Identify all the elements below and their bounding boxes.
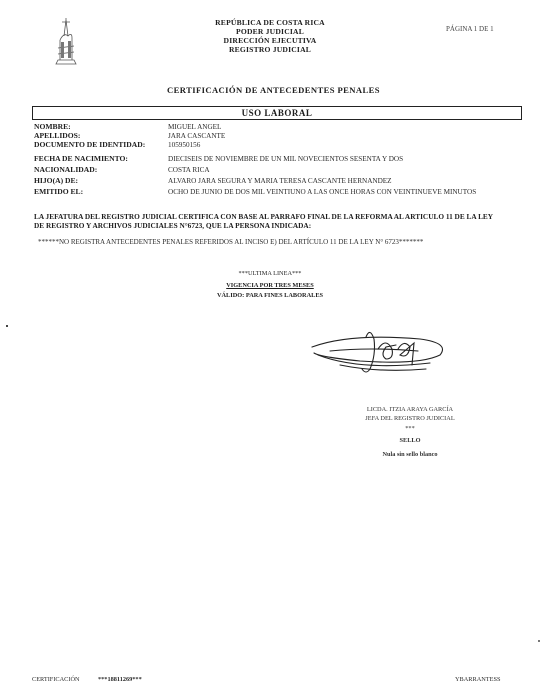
certification-statement: LA JEFATURA DEL REGISTRO JUDICIAL CERTIFICA CON BASE AL PARRAFO FINAL DE LA REFORMA AL ARTICULO 11 DE LA LEY DE REGISTRO Y ARCHIVOS JUDICIALES N°6723, QUE LA PERSONA INDICADA: xyxy=(34,212,493,230)
field-label-surnames: APELLIDOS: xyxy=(34,131,81,140)
signer-name: LICDA. ITZIA ARAYA GARCÍA xyxy=(366,406,454,413)
footer-user: YBARRANTESS xyxy=(455,676,501,683)
field-label-name: NOMBRE: xyxy=(34,122,71,131)
document-title: CERTIFICACIÓN DE ANTECEDENTES PENALES xyxy=(167,85,380,95)
field-label-id: DOCUMENTO DE IDENTIDAD: xyxy=(34,140,146,149)
field-value-nationality: COSTA RICA xyxy=(168,166,210,174)
last-line-marker: ***ULTIMA LINEA*** xyxy=(238,270,302,277)
valid-purpose: VÁLIDO: PARA FINES LABORALES xyxy=(216,292,324,299)
handwritten-signature xyxy=(300,325,460,385)
scan-speck xyxy=(538,640,540,642)
page-number: PÁGINA 1 DE 1 xyxy=(446,25,494,33)
header-country: REPÚBLICA DE COSTA RICA xyxy=(215,18,325,27)
signer-role: JEFA DEL REGISTRO JUDICIAL xyxy=(365,415,455,422)
header-registry: REGISTRO JUDICIAL xyxy=(228,45,312,54)
field-label-parents: HIJO(A) DE: xyxy=(34,176,79,185)
field-label-birthdate: FECHA DE NACIMIENTO: xyxy=(34,154,128,163)
field-value-surnames: JARA CASCANTE xyxy=(168,132,226,140)
validity-period: VIGENCIA POR TRES MESES xyxy=(226,282,314,289)
field-value-parents: ALVARO JARA SEGURA Y MARIA TERESA CASCANTE HERNANDEZ xyxy=(168,177,392,185)
field-value-birthdate: DIECISEIS DE NOVIEMBRE DE UN MIL NOVECIENTOS SESENTA Y DOS xyxy=(168,155,404,163)
signer-marks: *** xyxy=(405,425,415,432)
field-label-nationality: NACIONALIDAD: xyxy=(34,165,98,174)
judicial-emblem-logo xyxy=(48,14,84,68)
purpose-box: USO LABORAL xyxy=(32,106,522,120)
footer-certification-label: CERTIFICACIÓN xyxy=(32,676,80,683)
scan-speck xyxy=(6,325,8,327)
field-value-id: 105950156 xyxy=(168,141,201,149)
record-status: ******NO REGISTRA ANTECEDENTES PENALES REFERIDOS AL INCISO E) DEL ARTÍCULO 11 DE LA LEY N° 6723******* xyxy=(38,238,424,246)
header-branch: PODER JUDICIAL xyxy=(236,27,304,36)
field-label-issued: EMITIDO EL: xyxy=(34,187,84,196)
seal-note: Nula sin sello blanco xyxy=(382,451,438,458)
field-value-issued: OCHO DE JUNIO DE DOS MIL VEINTIUNO A LAS ONCE HORAS CON VEINTINUEVE MINUTOS xyxy=(168,188,477,196)
field-value-name: MIGUEL ANGEL xyxy=(168,123,222,131)
header-directorate: DIRECCIÓN EJECUTIVA xyxy=(223,36,317,45)
footer-certification-number: ***18811269*** xyxy=(98,676,142,683)
seal-label: SELLO xyxy=(399,437,421,444)
